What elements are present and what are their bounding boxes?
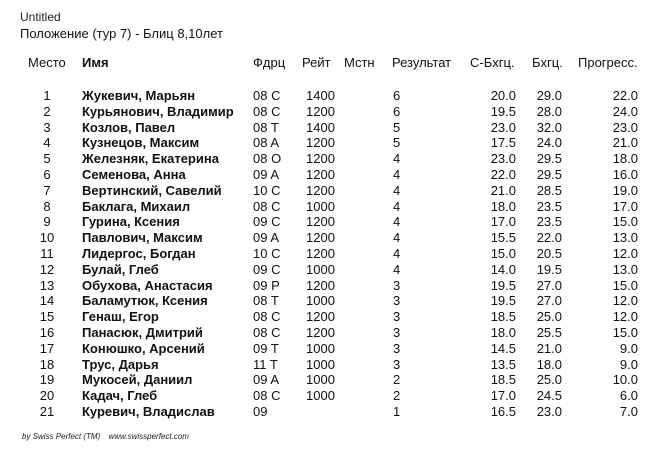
header-score: Результат xyxy=(392,55,452,70)
buchholz-cell: 20.5 xyxy=(536,245,562,261)
progressive-cell: 10.0 xyxy=(612,372,638,388)
buchholz-cell: 24.5 xyxy=(536,388,562,404)
place-cell: 5 xyxy=(43,151,51,167)
player-name: Гурина, Ксения xyxy=(82,214,180,230)
table-row xyxy=(0,88,650,104)
player-name: Баклага, Михаил xyxy=(82,198,191,214)
buchholz-cell: 23.5 xyxy=(536,198,562,214)
table-row xyxy=(0,151,650,167)
sbuchholz-cell: 19.5 xyxy=(490,277,516,293)
federation-cell: 11 T xyxy=(253,356,278,372)
progressive-cell: 15.0 xyxy=(612,324,638,340)
table-row xyxy=(0,120,650,136)
rating-cell: 1000 xyxy=(306,388,335,404)
table-row xyxy=(0,230,650,246)
player-name: Кузнецов, Максим xyxy=(82,135,200,151)
federation-cell: 08 C xyxy=(253,388,281,404)
score-cell: 4 xyxy=(393,230,401,246)
buchholz-cell: 27.0 xyxy=(536,277,562,293)
federation-cell: 08 C xyxy=(253,324,281,340)
place-cell: 12 xyxy=(39,261,55,277)
buchholz-cell: 25.0 xyxy=(536,372,562,388)
place-cell: 19 xyxy=(39,372,55,388)
sbuchholz-cell: 19.5 xyxy=(490,103,516,119)
rating-cell: 1400 xyxy=(306,119,335,135)
sbuchholz-cell: 17.0 xyxy=(490,214,516,230)
place-cell: 2 xyxy=(43,103,51,119)
progressive-cell: 6.0 xyxy=(619,388,638,404)
footer-credit: by Swiss Perfect (TM) xyxy=(22,432,101,441)
federation-cell: 10 C xyxy=(253,182,281,198)
sbuchholz-cell: 19.5 xyxy=(490,293,516,309)
place-cell: 13 xyxy=(39,277,55,293)
score-cell: 2 xyxy=(393,388,401,404)
table-row xyxy=(0,341,650,357)
buchholz-cell: 32.0 xyxy=(536,119,562,135)
table-row xyxy=(0,167,650,183)
progressive-cell: 9.0 xyxy=(619,340,638,356)
federation-cell: 09 P xyxy=(253,277,280,293)
buchholz-cell: 28.5 xyxy=(536,182,562,198)
table-row xyxy=(0,246,650,262)
score-cell: 4 xyxy=(393,151,401,167)
table-row xyxy=(0,404,650,420)
player-name: Вертинский, Савелий xyxy=(82,182,222,198)
table-row xyxy=(0,135,650,151)
place-cell: 17 xyxy=(39,340,55,356)
player-name: Павлович, Максим xyxy=(82,230,203,246)
place-cell: 21 xyxy=(39,403,55,419)
document-title: Untitled xyxy=(20,10,61,24)
federation-cell: 09 C xyxy=(253,261,281,277)
player-name: Конюшко, Арсений xyxy=(82,340,205,356)
player-name: Железняк, Екатерина xyxy=(82,151,219,167)
buchholz-cell: 23.0 xyxy=(536,403,562,419)
buchholz-cell: 24.0 xyxy=(536,135,562,151)
place-cell: 9 xyxy=(43,214,51,230)
federation-cell: 09 T xyxy=(253,340,279,356)
score-cell: 3 xyxy=(393,309,401,325)
score-cell: 3 xyxy=(393,293,401,309)
place-cell: 4 xyxy=(43,135,51,151)
progressive-cell: 15.0 xyxy=(612,214,638,230)
sbuchholz-cell: 15.5 xyxy=(490,230,516,246)
place-cell: 6 xyxy=(43,166,51,182)
federation-cell: 08 C xyxy=(253,103,281,119)
table-row xyxy=(0,278,650,294)
buchholz-cell: 22.0 xyxy=(536,230,562,246)
rating-cell: 1200 xyxy=(306,166,335,182)
player-name: Булай, Глеб xyxy=(82,261,159,277)
footer-url: www.swissperfect.com xyxy=(108,432,189,441)
progressive-cell: 23.0 xyxy=(612,119,638,135)
player-name: Козлов, Павел xyxy=(82,119,176,135)
rating-cell: 1400 xyxy=(306,88,335,103)
score-cell: 3 xyxy=(393,324,401,340)
score-cell: 3 xyxy=(393,277,401,293)
place-cell: 14 xyxy=(39,293,55,309)
federation-cell: 08 C xyxy=(253,198,281,214)
rating-cell: 1200 xyxy=(306,103,335,119)
sbuchholz-cell: 17.0 xyxy=(490,388,516,404)
score-cell: 2 xyxy=(393,372,401,388)
federation-cell: 09 A xyxy=(253,166,280,182)
place-cell: 8 xyxy=(43,198,51,214)
progressive-cell: 7.0 xyxy=(619,403,638,419)
score-cell: 4 xyxy=(393,214,401,230)
table-row xyxy=(0,104,650,120)
sbuchholz-cell: 13.5 xyxy=(490,356,516,372)
sbuchholz-cell: 22.0 xyxy=(490,166,516,182)
rating-cell: 1200 xyxy=(306,309,335,325)
rating-cell: 1000 xyxy=(306,198,335,214)
progressive-cell: 12.0 xyxy=(612,309,638,325)
sbuchholz-cell: 15.0 xyxy=(490,245,516,261)
score-cell: 5 xyxy=(393,135,401,151)
sbuchholz-cell: 18.0 xyxy=(490,198,516,214)
table-row xyxy=(0,388,650,404)
rating-cell: 1200 xyxy=(306,182,335,198)
progressive-cell: 15.0 xyxy=(612,277,638,293)
header-progressive: Прогресс. xyxy=(578,55,638,70)
federation-cell: 09 C xyxy=(253,214,281,230)
score-cell: 3 xyxy=(393,340,401,356)
header-rating: Рейт xyxy=(302,55,331,70)
place-cell: 16 xyxy=(39,324,55,340)
progressive-cell: 19.0 xyxy=(612,182,638,198)
place-cell: 10 xyxy=(39,230,55,246)
progressive-cell: 21.0 xyxy=(612,135,638,151)
sbuchholz-cell: 21.0 xyxy=(490,182,516,198)
progressive-cell: 24.0 xyxy=(612,103,638,119)
rating-cell: 1200 xyxy=(306,245,335,261)
table-row xyxy=(0,293,650,309)
buchholz-cell: 19.5 xyxy=(536,261,562,277)
table-row xyxy=(0,357,650,373)
table-row xyxy=(0,372,650,388)
player-name: Семенова, Анна xyxy=(82,166,186,182)
player-name: Кадач, Глеб xyxy=(82,388,158,404)
rating-cell: 1000 xyxy=(306,261,335,277)
progressive-cell: 12.0 xyxy=(612,293,638,309)
buchholz-cell: 25.0 xyxy=(536,309,562,325)
sbuchholz-cell: 18.0 xyxy=(490,324,516,340)
score-cell: 6 xyxy=(393,88,401,103)
header-federation: Фдрц xyxy=(253,55,286,70)
player-name: Генаш, Егор xyxy=(82,309,159,325)
progressive-cell: 12.0 xyxy=(612,245,638,261)
federation-cell: 10 C xyxy=(253,245,281,261)
document-subtitle: Положение (тур 7) - Блиц 8,10лет xyxy=(20,26,223,41)
sbuchholz-cell: 14.0 xyxy=(490,261,516,277)
rating-cell: 1200 xyxy=(306,230,335,246)
federation-cell: 08 O xyxy=(253,151,282,167)
score-cell: 3 xyxy=(393,356,401,372)
rating-cell: 1200 xyxy=(306,324,335,340)
rating-cell: 1200 xyxy=(306,277,335,293)
buchholz-cell: 29.5 xyxy=(536,166,562,182)
progressive-cell: 13.0 xyxy=(612,261,638,277)
federation-cell: 08 A xyxy=(253,135,280,151)
score-cell: 6 xyxy=(393,103,401,119)
progressive-cell: 18.0 xyxy=(612,151,638,167)
rating-cell: 1000 xyxy=(306,340,335,356)
buchholz-cell: 29.5 xyxy=(536,151,562,167)
player-name: Мукосей, Даниил xyxy=(82,372,193,388)
federation-cell: 08 T xyxy=(253,119,279,135)
table-row xyxy=(0,262,650,278)
table-row xyxy=(0,309,650,325)
score-cell: 5 xyxy=(393,119,401,135)
sbuchholz-cell: 17.5 xyxy=(490,135,516,151)
sbuchholz-cell: 20.0 xyxy=(490,88,516,103)
sbuchholz-cell: 14.5 xyxy=(490,340,516,356)
score-cell: 4 xyxy=(393,166,401,182)
place-cell: 7 xyxy=(43,182,51,198)
rating-cell: 1200 xyxy=(306,135,335,151)
score-cell: 1 xyxy=(393,403,401,419)
federation-cell: 08 C xyxy=(253,88,281,103)
sbuchholz-cell: 18.5 xyxy=(490,372,516,388)
standings-table xyxy=(0,88,650,420)
score-cell: 4 xyxy=(393,182,401,198)
progressive-cell: 17.0 xyxy=(612,198,638,214)
player-name: Лидергос, Богдан xyxy=(82,245,196,261)
federation-cell: 08 T xyxy=(253,293,279,309)
buchholz-cell: 21.0 xyxy=(536,340,562,356)
player-name: Курьянович, Владимир xyxy=(82,103,234,119)
score-cell: 4 xyxy=(393,245,401,261)
table-row xyxy=(0,183,650,199)
player-name: Обухова, Анастасия xyxy=(82,277,213,293)
header-name: Имя xyxy=(82,55,109,70)
player-name: Куревич, Владислав xyxy=(82,403,215,419)
player-name: Трус, Дарья xyxy=(82,356,159,372)
player-name: Жукевич, Марьян xyxy=(82,88,196,103)
header-sbuchholz: С-Бхгц. xyxy=(470,55,515,70)
place-cell: 20 xyxy=(39,388,55,404)
federation-cell: 09 xyxy=(253,403,268,419)
buchholz-cell: 28.0 xyxy=(536,103,562,119)
sbuchholz-cell: 16.5 xyxy=(490,403,516,419)
table-row xyxy=(0,325,650,341)
place-cell: 11 xyxy=(40,245,54,261)
player-name: Баламутюк, Ксения xyxy=(82,293,208,309)
progressive-cell: 22.0 xyxy=(612,88,638,103)
progressive-cell: 9.0 xyxy=(619,356,638,372)
table-row xyxy=(0,214,650,230)
sbuchholz-cell: 23.0 xyxy=(490,119,516,135)
footer xyxy=(22,432,195,441)
progressive-cell: 13.0 xyxy=(612,230,638,246)
rating-cell: 1200 xyxy=(306,214,335,230)
player-name: Панасюк, Дмитрий xyxy=(82,324,203,340)
place-cell: 1 xyxy=(43,88,51,103)
score-cell: 4 xyxy=(393,261,401,277)
header-buchholz: Бхгц. xyxy=(532,55,563,70)
sbuchholz-cell: 18.5 xyxy=(490,309,516,325)
buchholz-cell: 25.5 xyxy=(536,324,562,340)
rating-cell: 1000 xyxy=(306,356,335,372)
header-local: Мстн xyxy=(344,55,375,70)
place-cell: 18 xyxy=(39,356,55,372)
header-place: Место xyxy=(28,55,66,70)
buchholz-cell: 23.5 xyxy=(536,214,562,230)
place-cell: 3 xyxy=(43,119,51,135)
buchholz-cell: 27.0 xyxy=(536,293,562,309)
place-cell: 15 xyxy=(39,309,55,325)
sbuchholz-cell: 23.0 xyxy=(490,151,516,167)
progressive-cell: 16.0 xyxy=(612,166,638,182)
score-cell: 4 xyxy=(393,198,401,214)
federation-cell: 08 C xyxy=(253,309,281,325)
buchholz-cell: 29.0 xyxy=(536,88,562,103)
table-row xyxy=(0,199,650,215)
federation-cell: 09 A xyxy=(253,372,280,388)
rating-cell: 1000 xyxy=(306,372,335,388)
buchholz-cell: 18.0 xyxy=(536,356,562,372)
rating-cell: 1000 xyxy=(306,293,335,309)
federation-cell: 09 A xyxy=(253,230,280,246)
rating-cell: 1200 xyxy=(306,151,335,167)
